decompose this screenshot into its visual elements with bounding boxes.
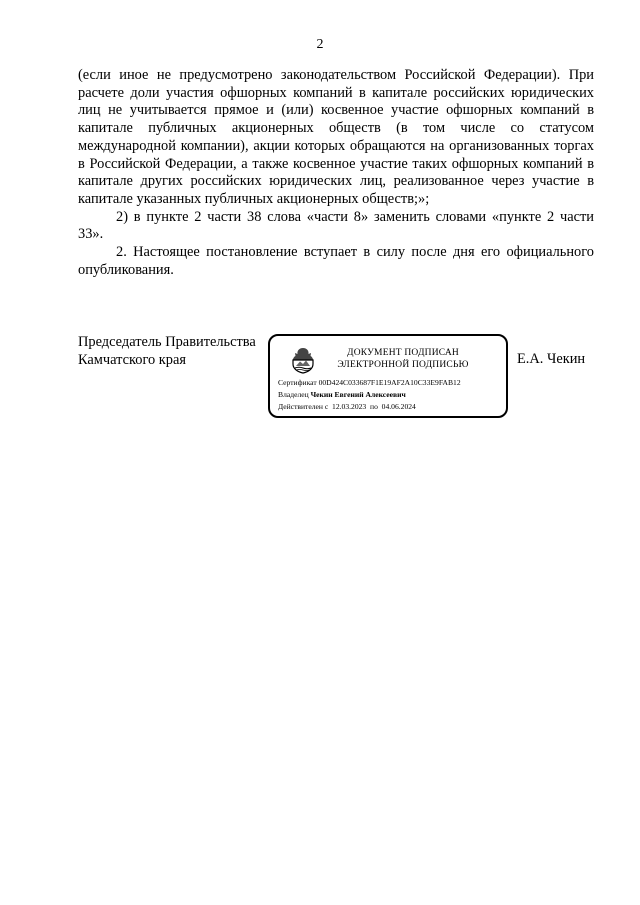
signer-title-line1: Председатель Правительства	[78, 334, 256, 350]
owner-name: Чекин Евгений Алексеевич	[310, 390, 406, 399]
coat-of-arms-icon	[288, 345, 318, 375]
stamp-certificate-row	[278, 377, 461, 389]
valid-to-date: 04.06.2024	[381, 402, 416, 411]
signer-title	[78, 334, 256, 369]
certificate-number: 00D424C033687F1E19AF2A10C33E9FAB12	[318, 378, 461, 387]
signer-name: Е.А. Чекин	[517, 351, 586, 367]
stamp-heading	[328, 347, 478, 371]
certificate-label: Сертификат	[278, 378, 317, 387]
stamp-heading-line1: ДОКУМЕНТ ПОДПИСАН	[347, 348, 459, 358]
valid-from-label: Действителен с	[278, 402, 329, 411]
owner-label: Владелец	[278, 390, 309, 399]
page-number: 2	[316, 37, 324, 52]
electronic-signature-stamp	[268, 334, 508, 418]
stamp-validity-row	[278, 401, 461, 413]
paragraph-amendment-2: 2) в пункте 2 части 38 слова «части 8» заменить словами «пункте 2 части 33».	[78, 208, 594, 243]
valid-from-date: 12.03.2023	[332, 402, 367, 411]
stamp-owner-row	[278, 389, 461, 401]
paragraph-effective-date: 2. Настоящее постановление вступает в силу после дня его официального опубликования.	[78, 244, 594, 278]
signer-title-line2: Камчатского края	[78, 351, 186, 368]
paragraph-continuation: (если иное не предусмотрено законодательством Российской Федерации). При расчете доли участия офшорных компаний в капитале российских юридических лиц не учитывается прямое и (или) косвенное участие офшорных компаний в капитале публичных акционерных обществ (в том числе со статусом международной компании), акции которых обращаются на организованных торгах в Российской Федерации, а также косвенное участие таких офшорных компаний в капитале других российских юридических лиц, реализованное через участие в капитале указанных публичных акционерных обществ;»;	[78, 67, 594, 207]
valid-to-label: по	[370, 402, 378, 411]
stamp-heading-line2: ЭЛЕКТРОННОЙ ПОДПИСЬЮ	[337, 360, 469, 370]
stamp-details	[278, 377, 461, 413]
document-body	[78, 67, 594, 279]
